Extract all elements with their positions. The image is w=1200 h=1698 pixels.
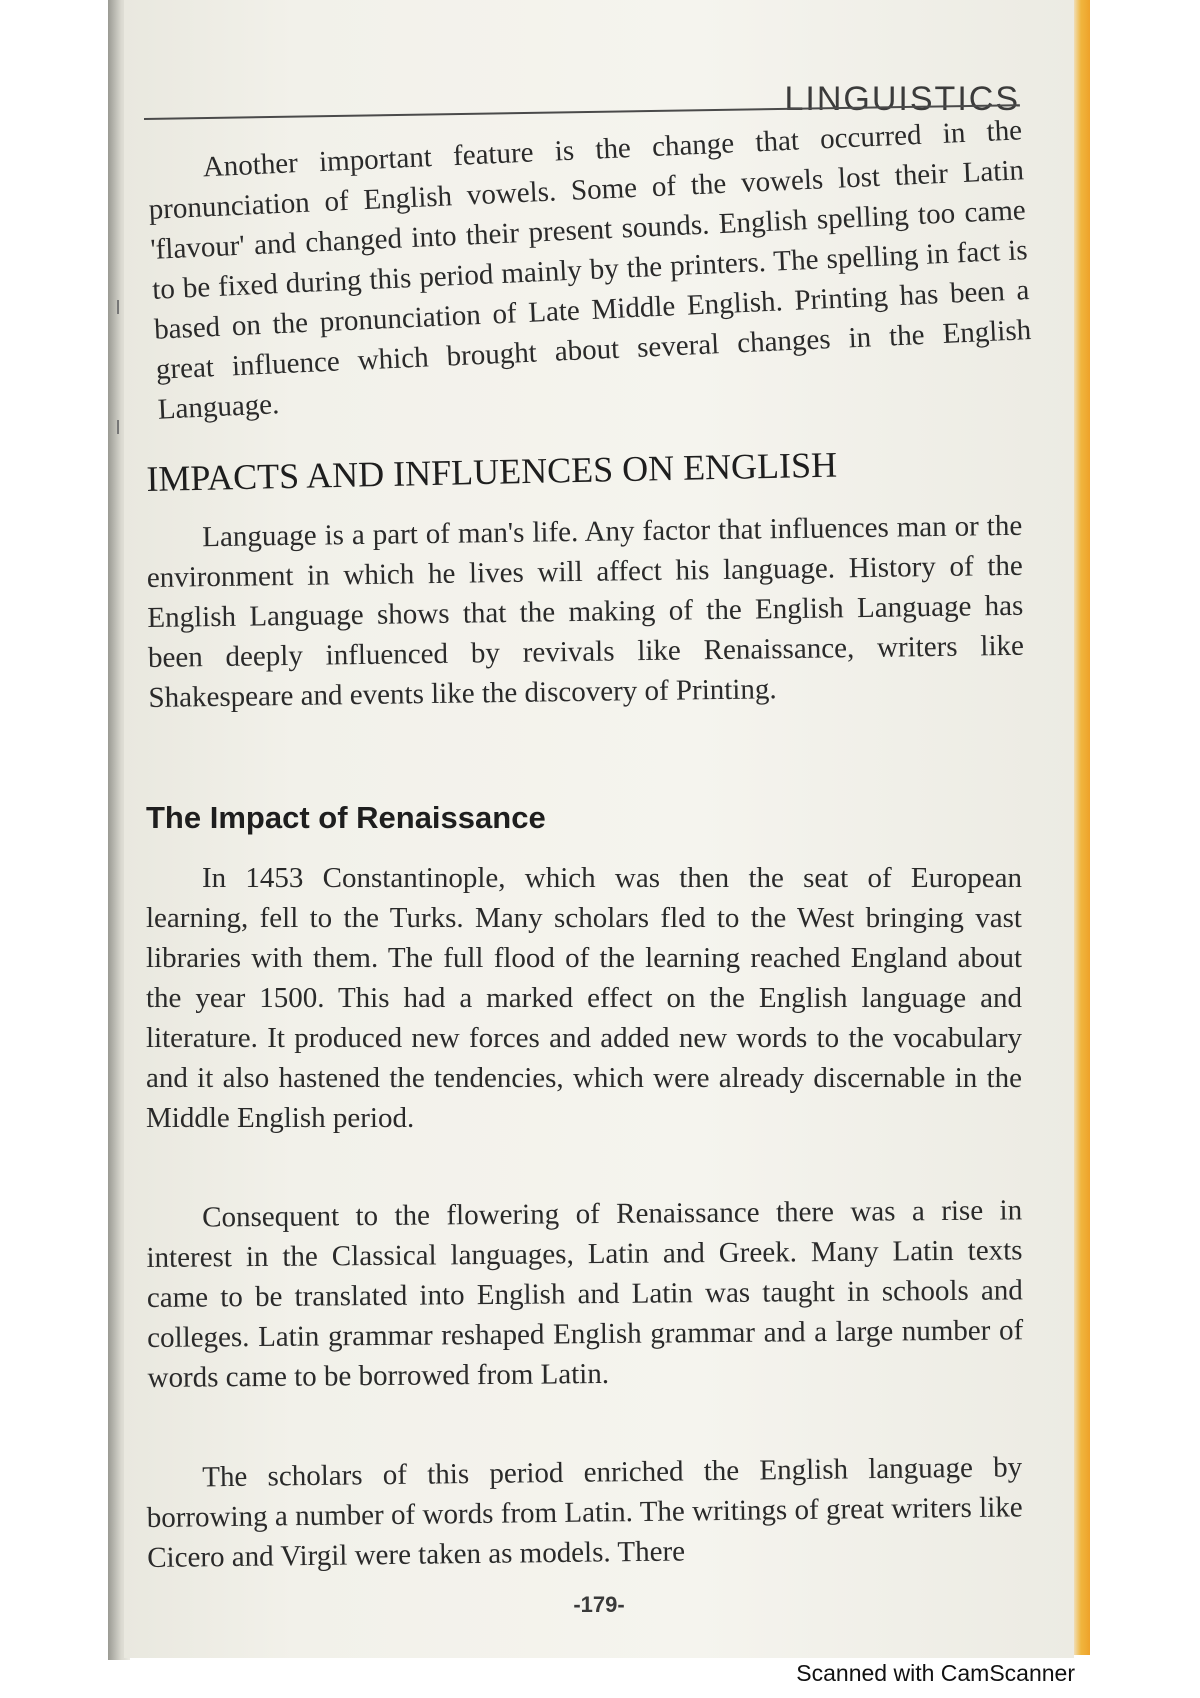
paragraph-text: Another important feature is the change that occurred in the pronunciation of English vowels. Some of the vowels lost their Latin 'flavour' and changed into their present sounds. English spelling too came to be fixed during this period mainly by the printers. The spelling in fact is based on the pronunciation of Late Middle English. Printing has been a great influence which brought about several changes in the English Language. bbox=[147, 114, 1032, 426]
paragraph-impacts bbox=[146, 506, 1025, 718]
margin-mark bbox=[117, 300, 119, 314]
margin-mark bbox=[117, 420, 119, 434]
paragraph-vowel-changes bbox=[146, 110, 1034, 429]
subsection-heading: The Impact of Renaissance bbox=[146, 800, 546, 835]
book-page bbox=[124, 0, 1074, 1658]
section-heading: IMPACTS AND INFLUENCES ON ENGLISH bbox=[146, 444, 838, 499]
paragraph-scholars bbox=[146, 1447, 1023, 1578]
paragraph-text: Consequent to the flowering of Renaissance there was a rise in interest in the Classical languages, Latin and Greek. Many Latin texts came to be translated into English and Latin was taught in schools and colleges. Latin grammar reshaped English grammar and a large number of words came to be borrowed from Latin. bbox=[146, 1194, 1024, 1394]
running-header: LINGUISTICS bbox=[784, 80, 1020, 118]
paragraph-text: Language is a part of man's life. Any factor that influences man or the environment in which he lives will affect his language. History of the English Language shows that the making of the English Language has been deeply influenced by revivals like Renaissance, writers like Shakespeare and events like the discovery of Printing. bbox=[146, 509, 1025, 714]
book-cover-edge bbox=[1072, 0, 1090, 1655]
paragraph-text: In 1453 Constantinople, which was then the seat of European learning, fell to the Turks. Many scholars fled to the West bringing vast libraries with them. The full flood of the learning reached England about the year 1500. This had a marked effect on the English language and literature. It produced new forces and added new words to the vocabulary and it also hastened the tendencies, which were already discernable in the Middle English period. bbox=[146, 862, 1022, 1134]
scanner-watermark: Scanned with CamScanner bbox=[796, 1660, 1075, 1686]
paragraph-classical-languages bbox=[146, 1190, 1024, 1398]
paragraph-constantinople bbox=[146, 858, 1022, 1138]
page-number: -179- bbox=[573, 1592, 625, 1617]
paragraph-text: The scholars of this period enriched the English language by borrowing a number of words from Latin. The writings of great writers like Cicero and Virgil were taken as models. There bbox=[146, 1451, 1023, 1574]
